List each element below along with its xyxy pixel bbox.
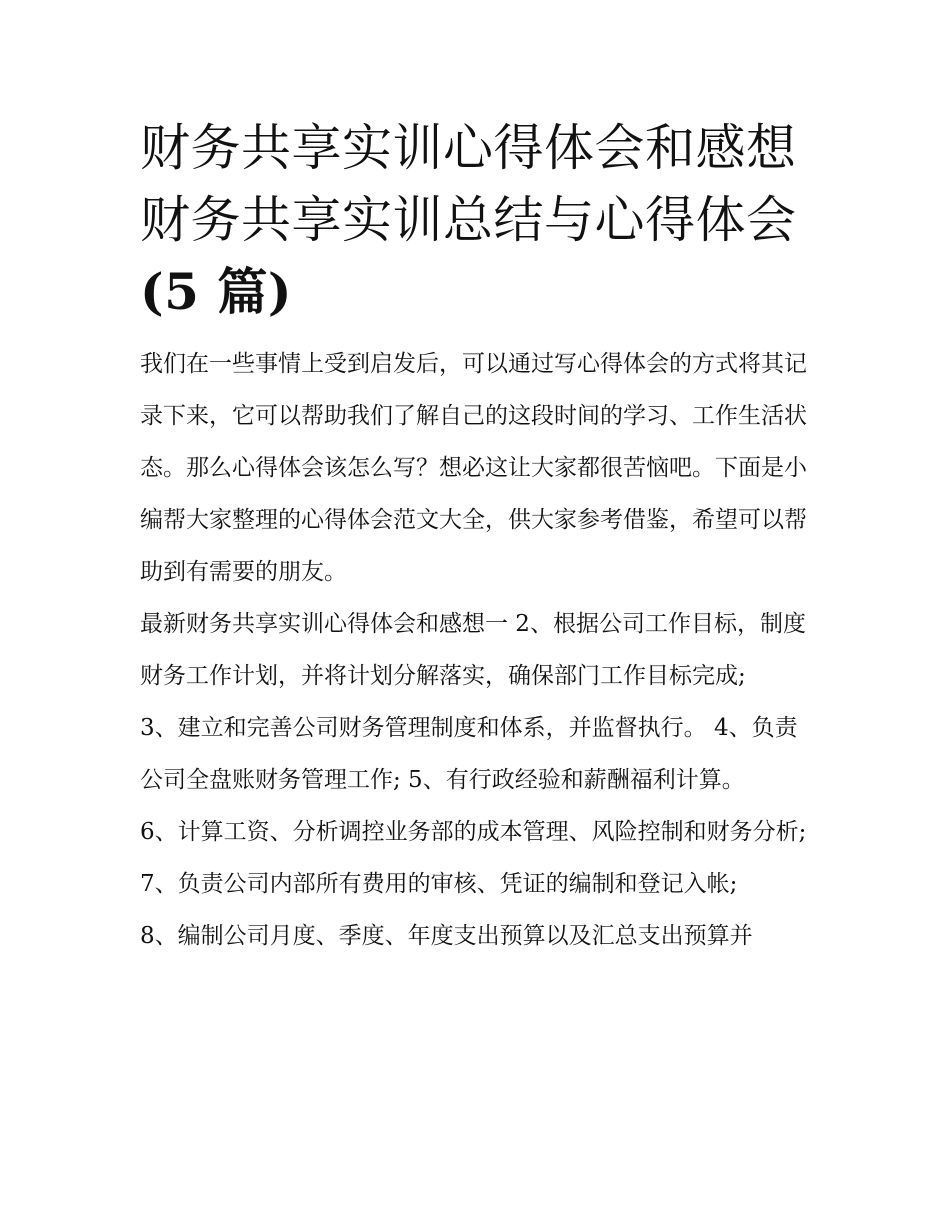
document-title xyxy=(140,112,820,328)
document-content xyxy=(140,112,820,962)
body-paragraph-3: 6、计算工资、分析调控业务部的成本管理、风险控制和财务分析; 7、负责公司内部所有费用的审核、凭证的编制和登记入帐; xyxy=(140,819,807,897)
title-line-2: 财务共享实训总结与心得体会 xyxy=(140,191,797,249)
body-paragraph-1: 最新财务共享实训心得体会和感想一 2、根据公司工作目标，制度财务工作计划，并将计划分解落实，确保部门工作目标完成; xyxy=(140,611,806,689)
title-line-1: 财务共享实训心得体会和感想 xyxy=(140,119,797,177)
title-line-3: (5 篇) xyxy=(140,262,293,321)
intro-paragraph: 我们在一些事情上受到启发后，可以通过写心得体会的方式将其记录下来，它可以帮助我们了解自己的这段时间的学习、工作生活状态。那么心得体会该怎么写？想必这让大家都很苦恼吧。下面是小编帮大家整理的心得体会范文大全，供大家参考借鉴，希望可以帮助到有需要的朋友。 xyxy=(140,351,807,585)
body-paragraph-4: 8、编制公司月度、季度、年度支出预算以及汇总支出预算并 xyxy=(140,923,753,949)
body-paragraph-2: 3、建立和完善公司财务管理制度和体系，并监督执行。 4、负责公司全盘账财务管理工作; 5、有行政经验和薪酬福利计算。 xyxy=(140,715,798,793)
